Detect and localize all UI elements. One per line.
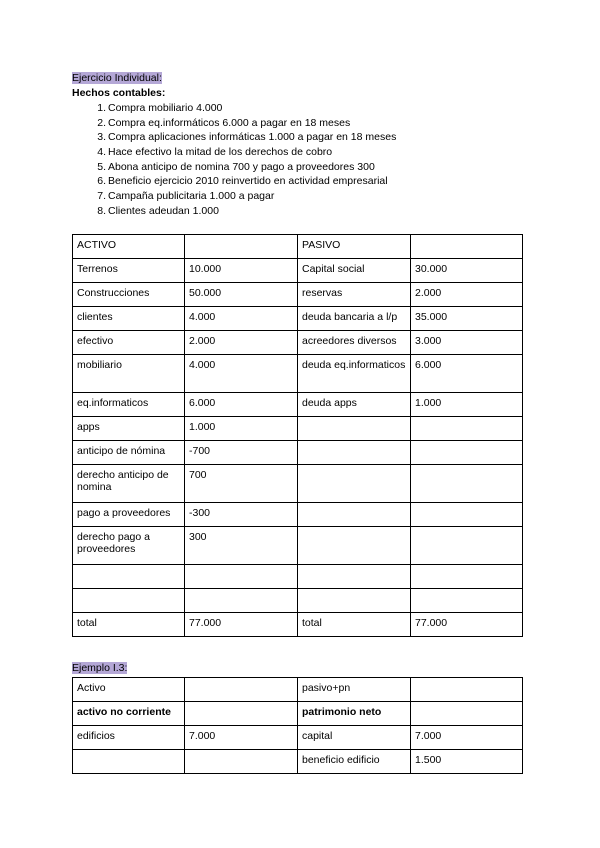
table-cell: total xyxy=(298,613,411,637)
table-row xyxy=(73,565,523,589)
table-cell: Terrenos xyxy=(73,259,185,283)
table-cell: deuda apps xyxy=(298,393,411,417)
table-cell xyxy=(185,750,298,774)
table-cell xyxy=(298,527,411,565)
table-cell: deuda eq.informaticos xyxy=(298,355,411,393)
table-cell: reservas xyxy=(298,283,411,307)
table-cell xyxy=(411,235,523,259)
list-item: 7. Campaña publicitaria 1.000 a pagar xyxy=(97,190,275,203)
list-item: 6. Beneficio ejercicio 2010 reinvertido en actividad empresarial xyxy=(97,175,388,188)
table-cell: -700 xyxy=(185,441,298,465)
table-cell xyxy=(298,441,411,465)
table-cell: 6.000 xyxy=(411,355,523,393)
table-cell: 1.000 xyxy=(411,393,523,417)
table-row xyxy=(73,417,523,441)
table-cell: 6.000 xyxy=(185,393,298,417)
table-cell: apps xyxy=(73,417,185,441)
table-cell xyxy=(298,565,411,589)
table-row xyxy=(73,465,523,503)
exercise-title xyxy=(72,72,162,85)
table-cell: efectivo xyxy=(73,331,185,355)
table-cell xyxy=(411,503,523,527)
table-cell: derecho pago a proveedores xyxy=(73,527,185,565)
table-cell: beneficio edificio xyxy=(298,750,411,774)
table-cell xyxy=(298,465,411,503)
table-cell: 77.000 xyxy=(411,613,523,637)
table-cell: activo no corriente xyxy=(73,702,185,726)
list-item: 8. Clientes adeudan 1.000 xyxy=(97,204,219,217)
table-cell: 77.000 xyxy=(185,613,298,637)
table-cell xyxy=(411,417,523,441)
list-item: 4. Hace efectivo la mitad de los derechos de cobro xyxy=(97,146,333,159)
list-item: 2. Compra eq.informáticos 6.000 a pagar en 18 meses xyxy=(97,116,351,129)
table-cell xyxy=(185,589,298,613)
table-row xyxy=(73,589,523,613)
table-row xyxy=(73,355,523,393)
table-cell: 4.000 xyxy=(185,307,298,331)
example-title-text: Ejemplo I.3: xyxy=(72,662,128,674)
table-row xyxy=(73,702,523,726)
example-title xyxy=(72,662,127,675)
facts-list xyxy=(72,101,396,219)
table-cell: 7.000 xyxy=(411,726,523,750)
table-cell xyxy=(73,750,185,774)
table-row xyxy=(73,613,523,637)
table-cell: 1.000 xyxy=(185,417,298,441)
table-cell xyxy=(411,702,523,726)
table-cell: acreedores diversos xyxy=(298,331,411,355)
example-table xyxy=(72,677,523,774)
table-row xyxy=(73,283,523,307)
table-cell: total xyxy=(73,613,185,637)
table-cell: 4.000 xyxy=(185,355,298,393)
table-cell: 3.000 xyxy=(411,331,523,355)
table-row xyxy=(73,503,523,527)
table-row xyxy=(73,235,523,259)
table-cell: 35.000 xyxy=(411,307,523,331)
table-cell: 1.500 xyxy=(411,750,523,774)
table-row xyxy=(73,441,523,465)
table-cell xyxy=(411,565,523,589)
table-cell: deuda bancaria a l/p xyxy=(298,307,411,331)
table-cell xyxy=(185,565,298,589)
table-cell xyxy=(411,527,523,565)
list-item: 3. Compra aplicaciones informáticas 1.000 a pagar en 18 meses xyxy=(97,131,397,144)
table-cell xyxy=(73,565,185,589)
table-cell: 700 xyxy=(185,465,298,503)
table-cell xyxy=(73,589,185,613)
table-cell: -300 xyxy=(185,503,298,527)
table-cell: 2.000 xyxy=(185,331,298,355)
balance-table xyxy=(72,234,523,637)
table-row xyxy=(73,678,523,702)
table-row xyxy=(73,527,523,565)
table-cell xyxy=(185,235,298,259)
table-cell: anticipo de nómina xyxy=(73,441,185,465)
table-row xyxy=(73,750,523,774)
table-cell: 2.000 xyxy=(411,283,523,307)
table-cell: 30.000 xyxy=(411,259,523,283)
table-row xyxy=(73,259,523,283)
table-cell: mobiliario xyxy=(73,355,185,393)
table-cell xyxy=(298,589,411,613)
table-cell xyxy=(411,441,523,465)
list-item: 5. Abona anticipo de nomina 700 y pago a proveedores 300 xyxy=(97,160,375,173)
table-row xyxy=(73,331,523,355)
table-cell: Capital social xyxy=(298,259,411,283)
table-cell xyxy=(185,702,298,726)
table-cell: edificios xyxy=(73,726,185,750)
table-cell xyxy=(411,678,523,702)
table-cell: Construcciones xyxy=(73,283,185,307)
table-row xyxy=(73,726,523,750)
table-cell: patrimonio neto xyxy=(298,702,411,726)
table-cell: capital xyxy=(298,726,411,750)
table-cell: pasivo+pn xyxy=(298,678,411,702)
table-cell: 7.000 xyxy=(185,726,298,750)
table-cell xyxy=(298,503,411,527)
table-row xyxy=(73,307,523,331)
table-row xyxy=(73,393,523,417)
table-cell xyxy=(185,678,298,702)
list-item: 1. Compra mobiliario 4.000 xyxy=(97,102,223,114)
table-cell: derecho anticipo de nomina xyxy=(73,465,185,503)
table-cell xyxy=(411,589,523,613)
table-cell: pago a proveedores xyxy=(73,503,185,527)
table-cell: clientes xyxy=(73,307,185,331)
table-cell: 10.000 xyxy=(185,259,298,283)
table-cell xyxy=(298,417,411,441)
table-cell: Activo xyxy=(73,678,185,702)
table-cell: 300 xyxy=(185,527,298,565)
table-cell xyxy=(411,465,523,503)
table-cell: eq.informaticos xyxy=(73,393,185,417)
table-cell: 50.000 xyxy=(185,283,298,307)
exercise-title-text: Ejercicio Individual: xyxy=(72,72,162,84)
table-cell: ACTIVO xyxy=(73,235,185,259)
facts-heading: Hechos contables: xyxy=(72,87,166,99)
table-cell: PASIVO xyxy=(298,235,411,259)
